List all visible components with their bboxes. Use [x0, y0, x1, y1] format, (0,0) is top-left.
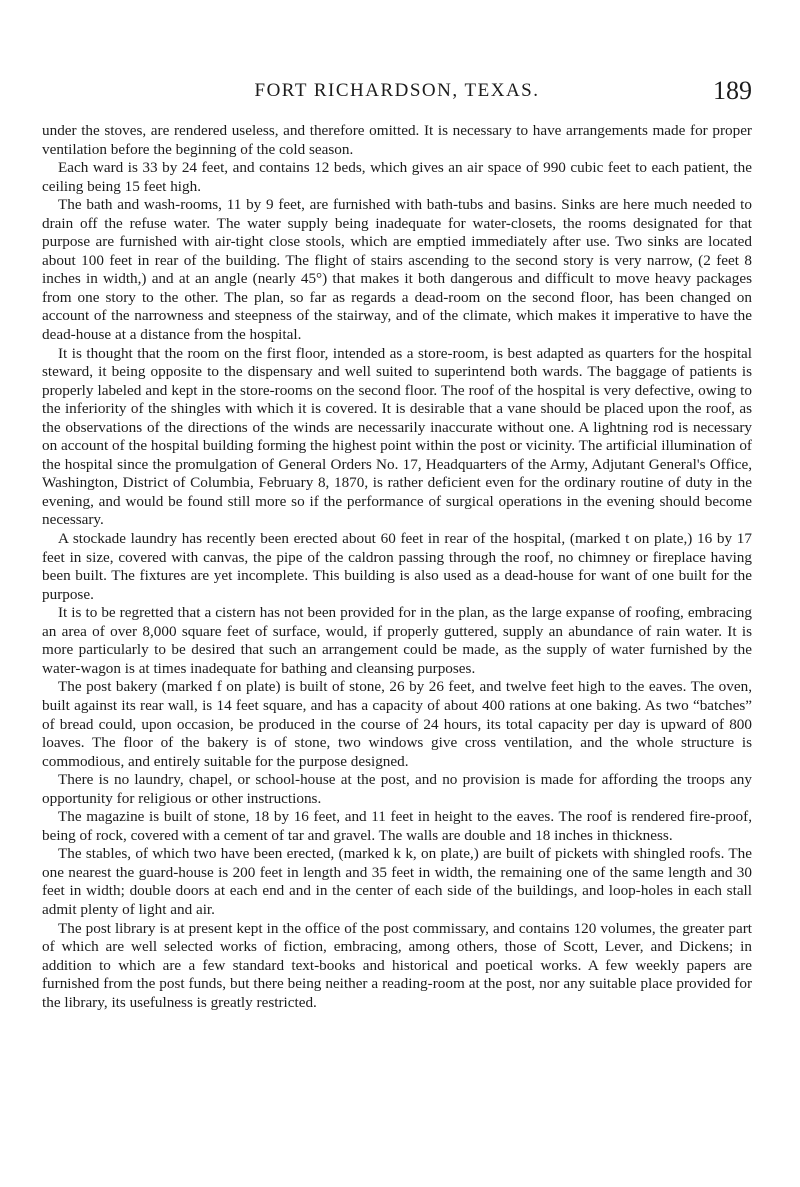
paragraph-chapel: There is no laundry, chapel, or school-house at the post, and no provision is made for affording the troops any opportunity for religious or other instructions.	[42, 771, 752, 807]
paragraph-bakery: The post bakery (marked f on plate) is built of stone, 26 by 26 feet, and twelve feet high to the eaves. The oven, built against its rear wall, is 14 feet square, and has a capacity of about 400 rations at one baking. As two “batches” of bread could, upon occasion, be produced in the course of 24 hours, its total capacity per day is upward of 800 loaves. The floor of the bakery is of stone, two windows give cross ventilation, and the whole structure is commodious, and entirely suitable for the purpose designed.	[42, 678, 752, 770]
paragraph-laundry: A stockade laundry has recently been erected about 60 feet in rear of the hospital, (marked t on plate,) 16 by 17 feet in size, covered with canvas, the pipe of the caldron passing through the roof, no chimney or fireplace having been built. The fixtures are yet incomplete. This building is also used as a dead-house for want of one built for the purpose.	[42, 530, 752, 603]
paragraph-cistern: It is to be regretted that a cistern has not been provided for in the plan, as the large expanse of roofing, embracing an area of over 8,000 square feet of surface, would, if properly guttered, supply an abundance of rain water. It is more particularly to be desired that such an arrangement could be made, as the supply of water furnished by the water-wagon is at times inadequate for bathing and cleansing purposes.	[42, 604, 752, 677]
document-page	[42, 78, 752, 1012]
paragraph-library: The post library is at present kept in the office of the post commissary, and contains 120 volumes, the greater part of which are well selected works of fiction, embracing, among others, those of Scott, Lever, and Dickens; in addition to which are a few standard text-books and historical and poetical works. A few weekly papers are furnished from the post funds, but there being neither a reading-room at the post, nor any suitable place provided for the library, its usefulness is greatly restricted.	[42, 919, 752, 1011]
paragraph-store-room: It is thought that the room on the first floor, intended as a store-room, is best adapted as quarters for the hospital steward, it being opposite to the dispensary and well suited to superintend both wards. The baggage of patients is properly labeled and kept in the store-rooms on the second floor. The roof of the hospital is very defective, owing to the inferiority of the shingles with which it is covered. It is desirable that a vane should be placed upon the roof, as the observations of the directions of the winds are necessarily inaccurate without one. A lightning rod is necessary on account of the hospital building forming the highest point within the post or vicinity. The artificial illumination of the hospital since the promulgation of General Orders No. 17, Headquarters of the Army, Adjutant General's Office, Washington, District of Columbia, February 8, 1870, is rather deficient even for the ordinary routine of duty in the evening, and would be found still more so if the performance of surgical operations in the evening should become necessary.	[42, 344, 752, 529]
running-head	[42, 78, 752, 108]
body-text	[42, 122, 752, 1012]
paragraph-bath-rooms: The bath and wash-rooms, 11 by 9 feet, are furnished with bath-tubs and basins. Sinks are here much needed to drain off the refuse water. The water supply being inadequate for water-closets, the rooms designated for that purpose are furnished with air-tight close stools, which are emptied immediately after use. Two sinks are located about 100 feet in rear of the building. The flight of stairs ascending to the second story is very narrow, (2 feet 8 inches in width,) and at an angle (nearly 45°) that makes it both dangerous and difficult to move heavy packages from one story to the other. The plan, so far as regards a dead-room on the second floor, has been changed on account of the narrowness and steepness of the stairway, and of the climate, which makes it imperative to have the dead-house at a distance from the hospital.	[42, 196, 752, 344]
paragraph-stables: The stables, of which two have been erected, (marked k k, on plate,) are built of pickets with shingled roofs. The one nearest the guard-house is 200 feet in length and 35 feet in width, the remaining one of the same length and 30 feet in width; double doors at each end and in the center of each side of the buildings, and loop-holes in each stall admit plenty of light and air.	[42, 845, 752, 918]
paragraph-wards: Each ward is 33 by 24 feet, and contains 12 beds, which gives an air space of 990 cubic feet to each patient, the ceiling being 15 feet high.	[42, 159, 752, 195]
paragraph-magazine: The magazine is built of stone, 18 by 16 feet, and 11 feet in height to the eaves. The roof is rendered fire-proof, being of rock, covered with a cement of tar and gravel. The walls are double and 18 inches in thickness.	[42, 808, 752, 844]
running-title: FORT RICHARDSON, TEXAS.	[254, 80, 540, 101]
page-number: 189	[713, 76, 752, 105]
paragraph-stoves: under the stoves, are rendered useless, and therefore omitted. It is necessary to have arrangements made for proper ventilation before the beginning of the cold season.	[42, 122, 752, 158]
